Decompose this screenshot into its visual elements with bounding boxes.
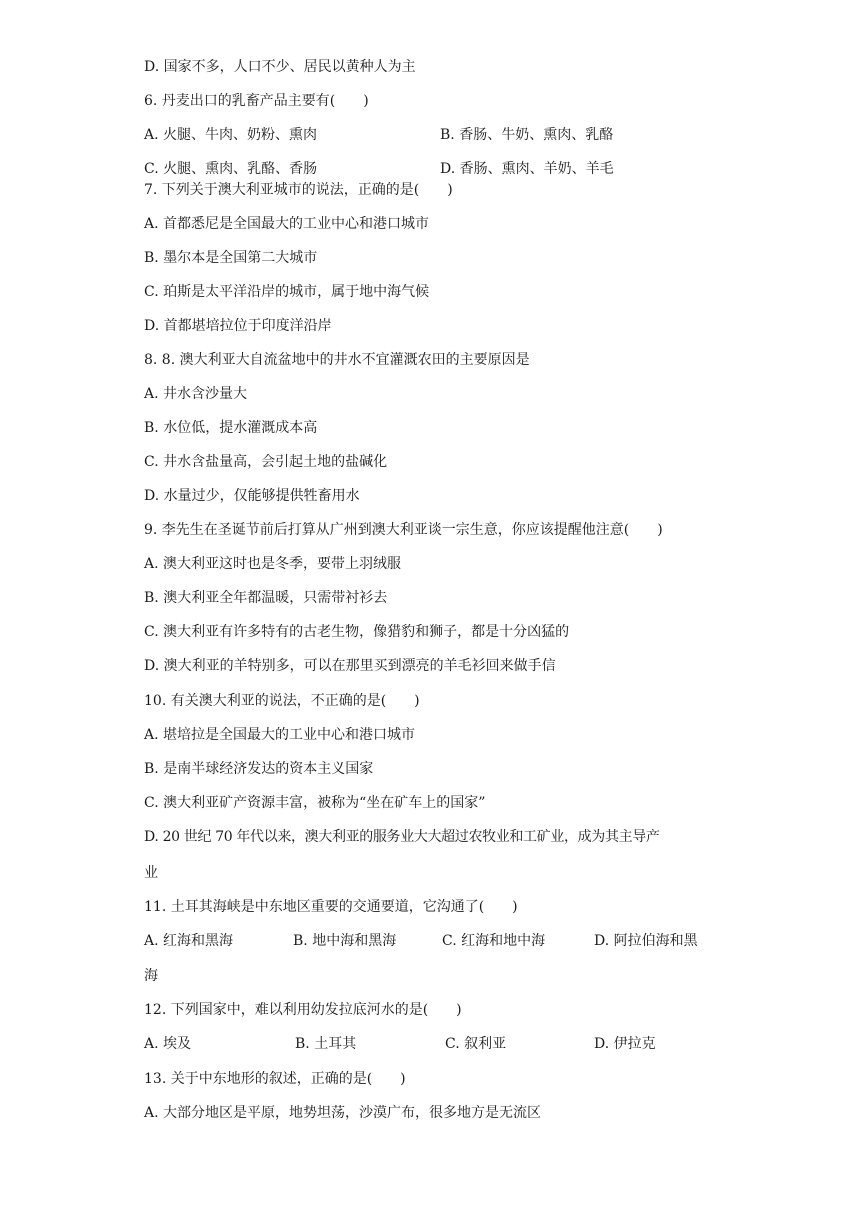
q10-option-c: C. 澳大利亚矿产资源丰富，被称为“坐在矿车上的国家” [144, 795, 486, 811]
q9-option-d: D. 澳大利亚的羊特别多，可以在那里买到漂亮的羊毛衫回来做手信 [144, 658, 556, 674]
q9-option-c: C. 澳大利亚有许多特有的古老生物，像猎豹和狮子，都是十分凶猛的 [144, 624, 570, 640]
q6-option-a: A. 火腿、牛肉、奶粉、熏肉 [144, 127, 318, 143]
q11-option-d: D. 阿拉伯海和黑 [594, 933, 698, 949]
q13-stem: 13. 关于中东地形的叙述，正确的是( ) [144, 1071, 406, 1087]
q8-option-d: D. 水量过少，仅能够提供牲畜用水 [144, 488, 360, 504]
q8-option-b: B. 水位低，提水灌溉成本高 [144, 420, 318, 436]
q11-option-c: C. 红海和地中海 [442, 933, 546, 949]
q11-stem: 11. 土耳其海峡是中东地区重要的交通要道，它沟通了( ) [144, 899, 518, 915]
q12-option-d: D. 伊拉克 [594, 1036, 656, 1052]
q12-option-b: B. 土耳其 [295, 1036, 357, 1052]
q8-stem: 8. 8. 澳大利亚大自流盆地中的井水不宜灌溉农田的主要原因是 [144, 352, 530, 368]
q7-option-a: A. 首都悉尼是全国最大的工业中心和港口城市 [144, 216, 430, 232]
q13-option-a: A. 大部分地区是平原，地势坦荡，沙漠广布，很多地方是无流区 [144, 1105, 542, 1121]
q10-option-d: D. 20 世纪 70 年代以来，澳大利亚的服务业大大超过农牧业和工矿业，成为其主导产 [144, 829, 660, 845]
q7-stem: 7. 下列关于澳大利亚城市的说法，正确的是( ) [144, 182, 453, 198]
q6-option-c: C. 火腿、熏肉、乳酪、香肠 [144, 161, 318, 177]
q10-option-d-cont: 业 [144, 865, 158, 881]
q10-stem: 10. 有关澳大利亚的说法，不正确的是( ) [144, 693, 420, 709]
q12-stem: 12. 下列国家中，难以利用幼发拉底河水的是( ) [144, 1002, 462, 1018]
q8-option-a: A. 井水含沙量大 [144, 386, 248, 402]
q10-option-a: A. 堪培拉是全国最大的工业中心和港口城市 [144, 727, 416, 743]
q11-option-d-cont: 海 [144, 968, 158, 984]
q7-option-b: B. 墨尔本是全国第二大城市 [144, 250, 318, 266]
q11-option-b: B. 地中海和黑海 [293, 933, 397, 949]
q6-stem: 6. 丹麦出口的乳畜产品主要有( ) [144, 93, 369, 109]
q9-option-b: B. 澳大利亚全年都温暖，只需带衬衫去 [144, 590, 388, 606]
q7-option-d: D. 首都堪培拉位于印度洋沿岸 [144, 318, 332, 334]
q9-stem: 9. 李先生在圣诞节前后打算从广州到澳大利亚谈一宗生意，你应该提醒他注意( ) [144, 522, 663, 538]
q6-option-b: B. 香肠、牛奶、熏肉、乳酪 [440, 127, 614, 143]
q6-option-d: D. 香肠、熏肉、羊奶、羊毛 [440, 161, 614, 177]
q12-option-c: C. 叙利亚 [445, 1036, 507, 1052]
q8-option-c: C. 井水含盐量高，会引起土地的盐碱化 [144, 454, 388, 470]
q10-option-b: B. 是南半球经济发达的资本主义国家 [144, 761, 374, 777]
q7-option-c: C. 珀斯是太平洋沿岸的城市，属于地中海气候 [144, 284, 430, 300]
q9-option-a: A. 澳大利亚这时也是冬季，要带上羽绒服 [144, 556, 402, 572]
q5-option-d: D. 国家不多，人口不少、居民以黄种人为主 [144, 59, 416, 75]
q12-option-a: A. 埃及 [144, 1036, 192, 1052]
q11-option-a: A. 红海和黑海 [144, 933, 234, 949]
